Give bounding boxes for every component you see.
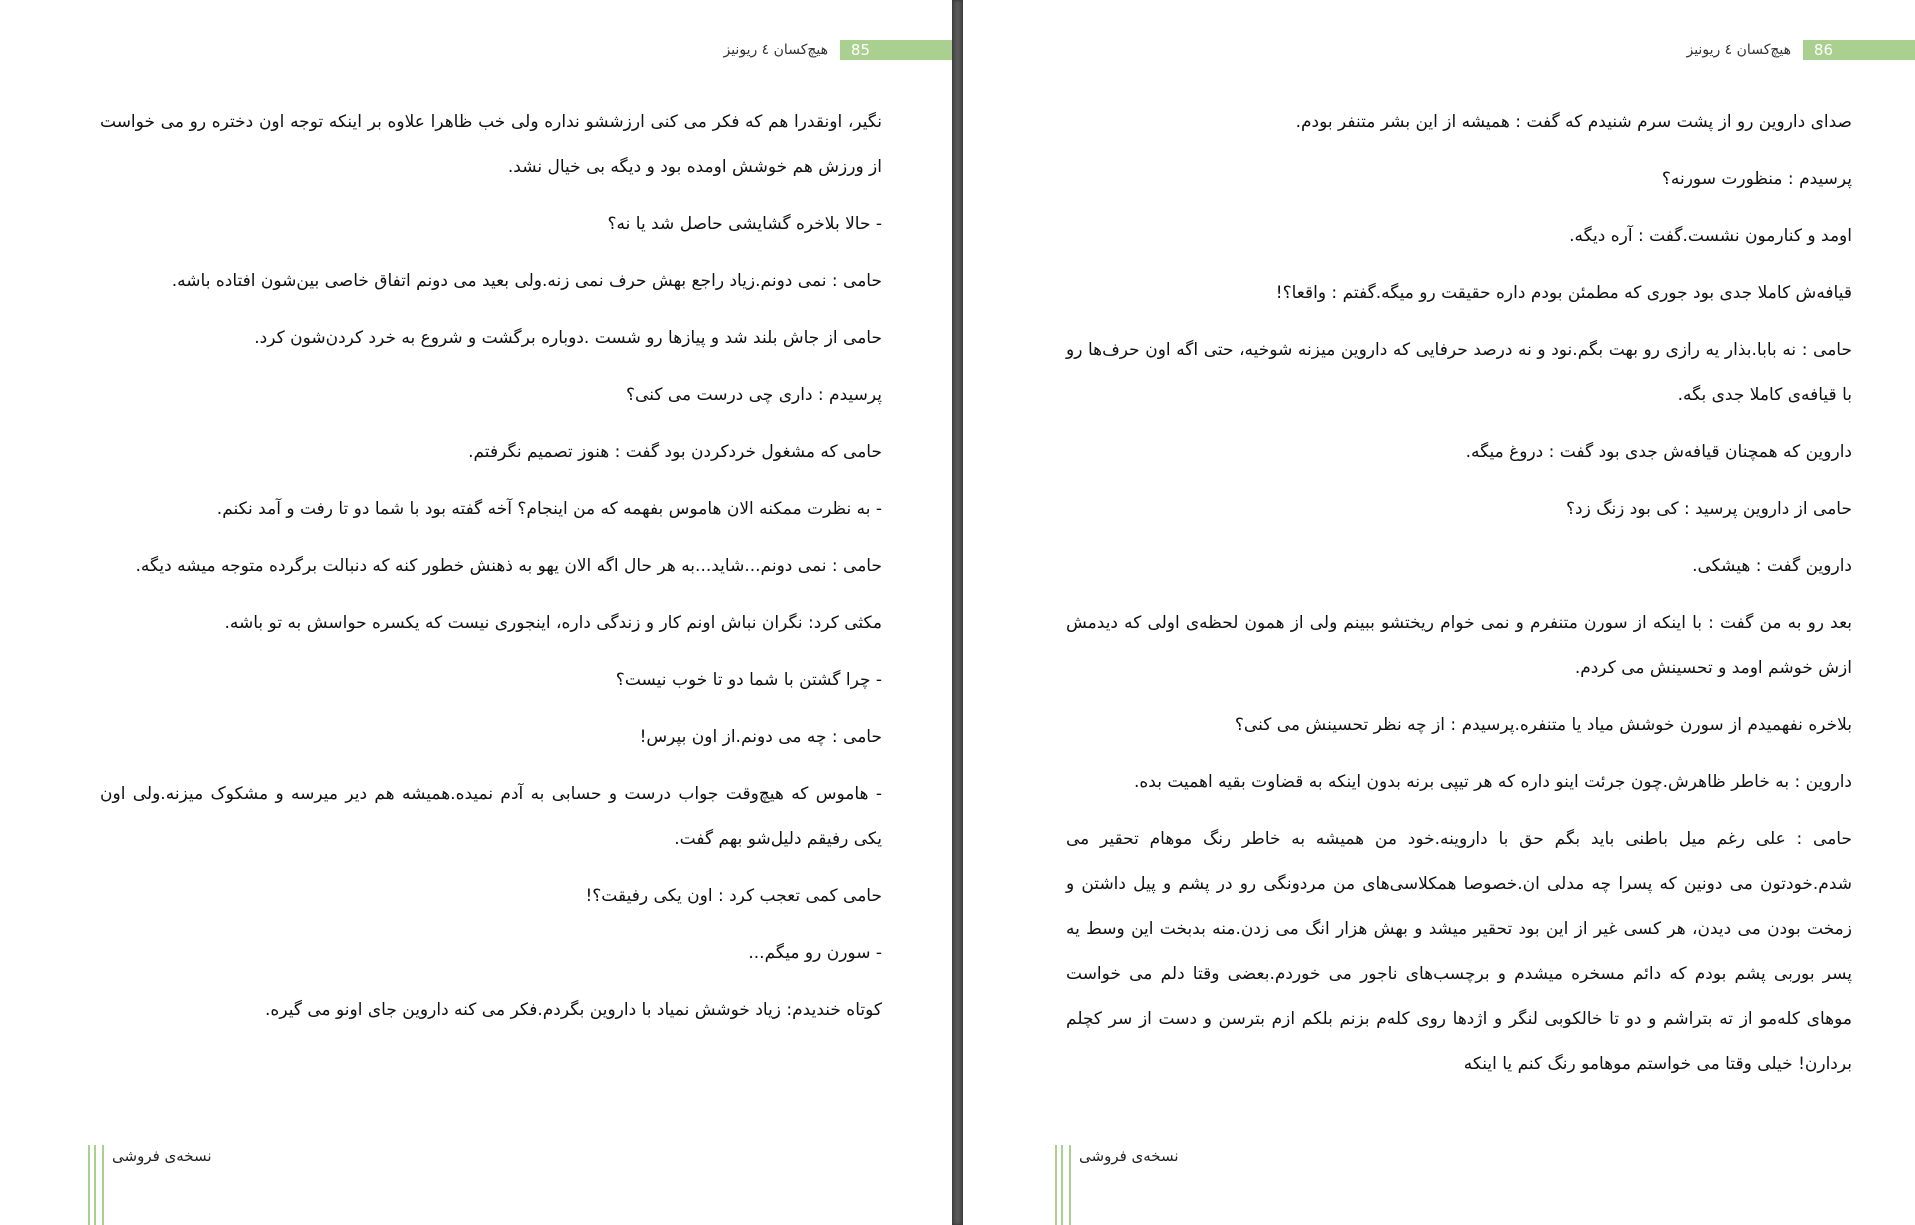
- page-footer: [88, 1145, 288, 1225]
- footer-label: نسخه‌ی فروشی: [112, 1147, 212, 1165]
- paragraph: - حالا بلاخره گشایشی حاصل شد یا نه؟: [607, 214, 882, 234]
- paragraph: حامی : چه می دونم.از اون بپرس!: [639, 727, 882, 747]
- paragraph: حامی : نمی دونم...شاید...به هر حال اگه الان یهو به ذهنش خطور کنه که دنبالت برگرده متوجه میشه دیگه.: [135, 556, 882, 576]
- page-header: [552, 40, 952, 62]
- paragraph: حامی کمی تعجب کرد : اون یکی رفیقت؟!: [585, 886, 882, 906]
- paragraph: حامی : نه بابا.بذار یه رازی رو بهت بگم.نود و نه درصد حرفایی که داروین میزنه شوخیه، حتی اگه اون حرف‌ها رو با قیافه‌ی کاملا جدی بگه.: [1066, 340, 1852, 405]
- footer-decoration: [88, 1145, 104, 1225]
- page-number: 85: [850, 41, 870, 59]
- paragraph: پرسیدم : منظورت سورنه؟: [1661, 169, 1852, 189]
- paragraph: بعد رو به من گفت : با اینکه از سورن متنفرم و نمی خوام ریختشو ببینم ولی از همون لحظه‌ی اولی که دیدمش ازش خوشم اومد و تحسینش می کردم.: [1066, 613, 1852, 678]
- footer-label: نسخه‌ی فروشی: [1079, 1147, 1179, 1165]
- paragraph: قیافه‌ش کاملا جدی بود جوری که مطمئن بودم داره حقیقت رو میگه.گفتم : واقعا؟!: [1275, 283, 1852, 303]
- page-footer: [1055, 1145, 1255, 1225]
- paragraph: بلاخره نفهمیدم از سورن خوشش میاد یا متنفره.پرسیدم : از چه نظر تحسینش می کنی؟: [1234, 715, 1852, 735]
- right-page: [963, 0, 1915, 1225]
- paragraph: - چرا گشتن با شما دو تا خوب نیست؟: [615, 670, 882, 690]
- paragraph: کوتاه خندیدم: زیاد خوشش نمیاد با داروین بگردم.فکر می کنه داروین جای اونو می گیره.: [265, 1000, 882, 1020]
- paragraph: داروین : به خاطر ظاهرش.چون جرئت اینو داره که هر تیپی برنه بدون اینکه به قضاوت بقیه اهمیت بده.: [1134, 772, 1852, 792]
- paragraph: صدای داروین رو از پشت سرم شنیدم که گفت : همیشه از این بشر متنفر بودم.: [1295, 112, 1852, 132]
- paragraph: اومد و کنارمون نشست.گفت : آره دیگه.: [1569, 226, 1852, 246]
- book-title: هیچ‌کسان ٤ ریونیز: [1686, 42, 1791, 58]
- left-page: [0, 0, 952, 1225]
- paragraph: پرسیدم : داری چی درست می کنی؟: [626, 385, 882, 405]
- page-text: [100, 100, 882, 1045]
- footer-decoration: [1055, 1145, 1071, 1225]
- paragraph: - سورن رو میگم...: [748, 943, 882, 963]
- paragraph: حامی که مشغول خردکردن بود گفت : هنوز تصمیم نگرفتم.: [468, 442, 882, 462]
- paragraph: داروین که همچنان قیافه‌ش جدی بود گفت : دروغ میگه.: [1465, 442, 1852, 462]
- paragraph: داروین گفت : هیشکی.: [1692, 556, 1852, 576]
- page-text: [1066, 100, 1852, 1099]
- paragraph: - هاموس که هیچ‌وقت جواب درست و حسابی به آدم نمیده.همیشه هم دیر میرسه و مشکوک میزنه.ولی اون یکی رفیقم دلیل‌شو بهم گفت.: [100, 784, 882, 849]
- page-gutter: [952, 0, 963, 1225]
- book-title: هیچ‌کسان ٤ ریونیز: [723, 42, 828, 58]
- paragraph: حامی : نمی دونم.زیاد راجع بهش حرف نمی زنه.ولی بعید می دونم اتفاق خاصی بین‌شون افتاده باشه.: [171, 271, 882, 291]
- paragraph: حامی از جاش بلند شد و پیازها رو شست .دوباره برگشت و شروع به خرد کردن‌شون کرد.: [254, 328, 882, 348]
- paragraph: نگیر، اونقدرا هم که فکر می کنی ارزششو نداره ولی خب ظاهرا علاوه بر اینکه توجه اون دختره رو می خواست از ورزش هم خوشش اومده بود و دیگه بی خیال نشد.: [100, 112, 882, 177]
- paragraph: - به نظرت ممکنه الان هاموس بفهمه که من اینجام؟ آخه گفته بود با شما دو تا رفت و آمد نکنم.: [216, 499, 882, 519]
- paragraph: حامی : علی رغم میل باطنی باید بگم حق با داروینه.خود من همیشه به خاطر رنگ موهام تحقیر می شدم.خودتون می دونین که پسرا چه مدلی ان.خصوصا همکلاسی‌های من مردونگی رو در پشم و پیل داشتن و زمخت بودن می دیدن، هر کسی غیر از این بود تحقیر میشد و بهش هزار انگ می زدن.منه بدبخت این وسط یه پسر بوربی پشم بودم که دائم مسخره میشدم و برچسب‌های ناجور می خوردم.بعضی وقتا دلم می خواست موهای کله‌مو از ته بتراشم و دو تا خالکوبی لنگر و اژدها روی کله‌م بزنم بلکم ازم بترسن و دست از سر کچلم بردارن! خیلی وقتا می خواستم موهامو رنگ کنم یا اینکه: [1066, 829, 1852, 1074]
- paragraph: مکثی کرد: نگران نباش اونم کار و زندگی داره، اینجوری نیست که یکسره حواسش به تو باشه.: [224, 613, 882, 633]
- page-number: 86: [1813, 41, 1833, 59]
- page-header: [1515, 40, 1915, 62]
- paragraph: حامی از داروین پرسید : کی بود زنگ زد؟: [1566, 499, 1852, 519]
